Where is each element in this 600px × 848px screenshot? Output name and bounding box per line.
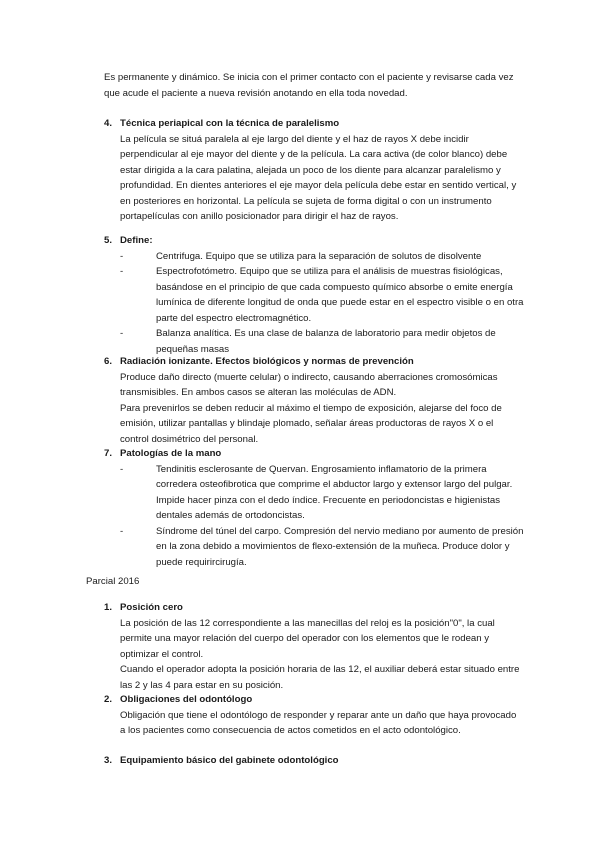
list-item: Balanza analítica. Es una clase de balanza de laboratorio para medir objetos de pequeñas masas (156, 328, 496, 355)
section-paragraph: Produce daño directo (muerte celular) o indirecto, causando aberraciones cromosómicas transmisibles. En ambos casos se alteran las moléculas de ADN. (120, 371, 498, 398)
section-paragraph: Obligación que tiene el odontólogo de responder y reparar ante un daño que haya provocado a los pacientes como consecuencia de actos cometidos en el acto odontológico. (120, 709, 517, 736)
list-item: Síndrome del túnel del carpo. Compresión del nervio mediano por aumento de presión en la zona debido a movimientos de flexo-extensión de la muñeca. Produce dolor y puede requirircirugía. (156, 525, 524, 568)
dash-marker: - (120, 525, 124, 537)
parcial-heading: Parcial 2016 (86, 576, 140, 587)
section-paragraph: La posición de las 12 correspondiente a las manecillas del reloj es la posición"0", la cual permite una mayor relación del cuerpo del operador con los elementos que le rodean y optimizar el control. (120, 617, 495, 660)
section-paragraph: Para prevenirlos se deben reducir al máximo el tiempo de exposición, alejarse del foco de emisión, utilizar pantallas y blindaje plomado, señalar áreas productoras de rayos X o el control dosimétrico del personal. (120, 402, 502, 445)
section-number: 1. (104, 602, 113, 613)
section-title: Radiación ionizante. Efectos biológicos y normas de prevención (120, 356, 414, 367)
section-paragraph: Cuando el operador adopta la posición horaria de las 12, el auxiliar deberá estar situado entre las 2 y las 4 para estar en su posición. (120, 664, 520, 691)
section-number: 5. (104, 235, 113, 246)
section-title: Define: (120, 235, 153, 246)
section-title: Posición cero (120, 602, 183, 613)
section-title: Técnica periapical con la técnica de paralelismo (120, 118, 340, 129)
section-number: 6. (104, 356, 113, 367)
section-number: 4. (104, 118, 113, 129)
section-number: 2. (104, 694, 113, 705)
section-number: 3. (104, 755, 113, 766)
section-number: 7. (104, 448, 113, 459)
list-item: Centrifuga. Equipo que se utiliza para la separación de solutos de disolvente (156, 250, 482, 262)
dash-marker: - (120, 463, 124, 475)
section-title: Equipamiento básico del gabinete odontológico (120, 755, 339, 766)
section-title: Patologías de la mano (120, 448, 222, 459)
intro-paragraph: Es permanente y dinámico. Se inicia con el primer contacto con el paciente y revisarse cada vez que acude el paciente a nueva revisión anotando en ella toda novedad. (104, 72, 514, 99)
dash-marker: - (120, 266, 124, 277)
list-item: Tendinitis esclerosante de Quervan. Engrosamiento inflamatorio de la primera corredera osteofibrotica que comprime el abductor largo y extensor largo del pulgar. Impide hacer pinza con el dedo índice. Frecuente en periodoncistas e higienistas dentales además de ortodoncistas. (156, 463, 513, 521)
list-item: Espectrofotómetro. Equipo que se utiliza para el análisis de muestras fisiológicas, basándose en el principio de que cada compuesto químico absorbe o emite energía lumínica de diferente longitud de onda que puede estar en el espectro visible o en otra parte del espectro electromagnético. (156, 266, 524, 324)
dash-marker: - (120, 328, 124, 339)
section-title: Obligaciones del odontólogo (120, 694, 253, 705)
dash-marker: - (120, 250, 124, 262)
section-paragraph: La película se situá paralela al eje largo del diente y el haz de rayos X debe incidir perpendicular al eje mayor del diente y de la película. La cara activa (de color blanco) debe estar dirigida a la cara palatina, alejada un poco de los diente para alcanzar paralelismo y profundidad. En dientes anteriores el eje mayor dela película debe estar en sentido vertical, y en posteriores en horizontal. La película se sujeta de forma digital o con un instrumento portapelículas con anillo posicionador para dirigir el haz de rayos. (120, 133, 517, 222)
